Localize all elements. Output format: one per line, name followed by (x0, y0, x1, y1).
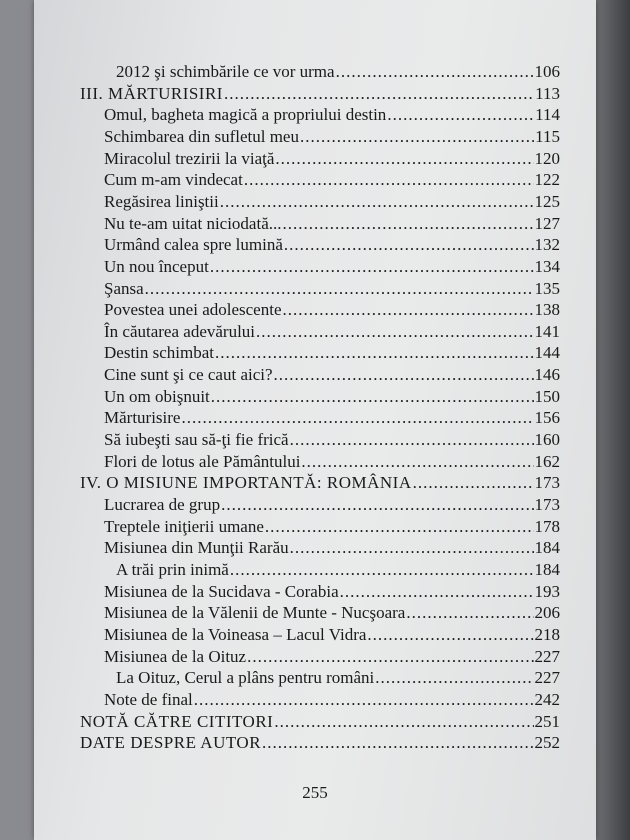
toc-leader-dots (265, 517, 534, 537)
toc-entry-title: Lucrarea de grup (104, 495, 221, 514)
toc-entry-title: Misiunea de la Voineasa – Lacul Vidra (104, 624, 367, 644)
toc-entry-title: IV. O MISIUNE IMPORTANTĂ: ROMÂNIA (80, 473, 412, 493)
toc-entry-title: 2012 şi schimbările ce vor urma (116, 62, 335, 81)
toc-entry-page: 206 (534, 603, 560, 623)
toc-entry (104, 603, 560, 623)
toc-entry (104, 517, 560, 537)
toc-entry-page: 252 (534, 733, 560, 753)
toc-entry-page: 251 (534, 711, 560, 731)
toc-leader-dots (274, 365, 534, 385)
toc-leader-dots (283, 300, 534, 320)
toc-entry-page: 150 (534, 386, 560, 406)
toc-leader-dots (220, 192, 534, 212)
toc-entry (104, 365, 560, 385)
toc-entry-title: Să iubeşti sau să-ţi fie frică (104, 430, 289, 450)
toc-entry-title: Misiunea de la Sucidava - Corabia (104, 581, 339, 601)
toc-entry-page: 178 (534, 516, 560, 536)
toc-entry (104, 300, 560, 320)
toc-entry (116, 668, 560, 688)
toc-leader-dots (300, 127, 534, 147)
toc-entry-title: Miracolul trezirii la viaţă (104, 148, 275, 168)
toc-entry-page: 242 (534, 689, 560, 709)
toc-entry (104, 452, 560, 472)
toc-entry-title: Destin schimbat (104, 343, 215, 363)
toc-leader-dots (413, 473, 534, 493)
toc-leader-dots (340, 582, 534, 602)
toc-leader-dots (375, 668, 533, 688)
toc-entry-page: 106 (534, 62, 560, 81)
toc-leader-dots (284, 235, 534, 255)
toc-entry (80, 84, 560, 104)
toc-leader-dots (275, 149, 533, 169)
toc-entry (104, 387, 560, 407)
toc-entry-title: Misiunea din Munţii Rarău (104, 538, 289, 558)
toc-leader-dots (181, 408, 533, 428)
toc-entry-title: Regăsirea liniştii (104, 191, 219, 211)
toc-entry-page: 113 (535, 83, 560, 103)
toc-leader-dots (387, 105, 534, 125)
toc-entry-page: 184 (534, 559, 560, 579)
toc-leader-dots (336, 62, 534, 82)
toc-entry (80, 473, 560, 493)
toc-entry-page: 227 (534, 668, 560, 688)
toc-entry (104, 170, 560, 190)
toc-entry-title: Schimbarea din sufletul meu (104, 126, 299, 146)
toc-leader-dots (290, 430, 534, 450)
toc-leader-dots (247, 647, 533, 667)
toc-entry (104, 625, 560, 645)
toc-entry-page: 156 (534, 408, 560, 428)
toc-entry (104, 408, 560, 428)
toc-entry-page: 160 (534, 430, 560, 450)
toc-leader-dots (262, 733, 533, 753)
toc-entry (80, 733, 560, 753)
toc-entry-page: 193 (534, 581, 560, 601)
toc-entry (80, 712, 560, 732)
toc-entry-title: Flori de lotus ale Pământului (104, 451, 301, 471)
toc-leader-dots (221, 495, 533, 515)
toc-entry-page: 125 (534, 191, 560, 211)
toc-leader-dots (274, 712, 533, 732)
toc-leader-dots (210, 257, 534, 277)
toc-entry-title: Note de final (104, 689, 193, 709)
toc-entry-page: 120 (534, 148, 560, 168)
toc-entry (116, 62, 560, 82)
toc-entry-title: Omul, bagheta magică a propriului destin (104, 105, 387, 125)
toc-leader-dots (406, 603, 533, 623)
toc-entry (104, 214, 560, 234)
toc-entry-title: În căutarea adevărului (104, 321, 256, 341)
toc-entry-title: Treptele iniţierii umane (104, 516, 264, 536)
toc-entry-title: Povestea unei adolescente (104, 300, 282, 320)
toc-entry-page: 173 (534, 473, 560, 493)
toc-entry-page: 122 (534, 170, 560, 190)
toc-entry-page: 141 (534, 321, 560, 341)
toc-entry-title: Şansa (104, 278, 144, 298)
toc-entry-title: Nu te-am uitat niciodată... (104, 213, 282, 233)
toc-entry (104, 430, 560, 450)
toc-entry-title: Misiunea de la Vălenii de Munte - Nucşoara (104, 603, 406, 623)
toc-entry-page: 127 (534, 213, 560, 233)
toc-entry-page: 114 (535, 105, 560, 125)
toc-entry (104, 495, 560, 515)
toc-entry-title: Cum m-am vindecat (104, 170, 243, 190)
toc-entry-page: 184 (534, 538, 560, 558)
toc-entry (104, 582, 560, 602)
toc-entry-title: La Oituz, Cerul a plâns pentru români (116, 668, 375, 688)
book-page (34, 0, 596, 840)
toc-leader-dots (283, 214, 534, 234)
toc-entry (104, 192, 560, 212)
toc-entry-title: Misiunea de la Oituz (104, 646, 247, 666)
toc-entry (104, 343, 560, 363)
toc-entry-title: Cine sunt şi ce caut aici? (104, 365, 273, 385)
toc-entry-page: 162 (534, 451, 560, 471)
toc-leader-dots (367, 625, 533, 645)
toc-entry-title: Mărturisire (104, 408, 181, 428)
page-number: 255 (302, 783, 328, 802)
toc-entry-page: 173 (534, 495, 560, 514)
toc-entry (104, 127, 560, 147)
toc-leader-dots (290, 538, 534, 558)
toc-entry-page: 144 (534, 343, 560, 363)
toc-entry-title: III. MĂRTURISIRI (80, 83, 223, 103)
toc-entry-page: 227 (534, 646, 560, 666)
toc-entry (104, 279, 560, 299)
toc-leader-dots (224, 84, 534, 104)
toc-entry (104, 149, 560, 169)
toc-entry-title: DATE DESPRE AUTOR (80, 733, 262, 753)
toc-entry-title: Un om obişnuit (104, 386, 210, 406)
toc-leader-dots (215, 343, 533, 363)
toc-entry-page: 132 (534, 235, 560, 255)
toc-entry-page: 146 (534, 365, 560, 385)
toc-entry-page: 115 (535, 126, 560, 146)
toc-leader-dots (301, 452, 533, 472)
toc-entry (104, 235, 560, 255)
toc-entry-title: Urmând calea spre lumină (104, 235, 283, 255)
book-edge (596, 0, 630, 840)
toc-entry-page: 134 (534, 256, 560, 276)
toc-leader-dots (244, 170, 534, 190)
toc-entry (104, 538, 560, 558)
toc-entry (116, 560, 560, 580)
toc-entry-page: 138 (534, 300, 560, 320)
toc-entry (104, 647, 560, 667)
toc-entry (104, 690, 560, 710)
toc-entry-title: A trăi prin inimă (116, 559, 229, 579)
toc-leader-dots (230, 560, 534, 580)
toc-entry-page: 218 (534, 624, 560, 644)
toc-leader-dots (145, 279, 534, 299)
toc-entry (104, 105, 560, 125)
toc-entry (104, 257, 560, 277)
toc-leader-dots (194, 690, 534, 710)
toc-entry-title: NOTĂ CĂTRE CITITORI (80, 711, 274, 731)
toc-entry-title: Un nou început (104, 256, 209, 276)
toc-entry-page: 135 (534, 278, 560, 298)
toc-entry (104, 322, 560, 342)
toc-leader-dots (211, 387, 534, 407)
toc-leader-dots (256, 322, 533, 342)
